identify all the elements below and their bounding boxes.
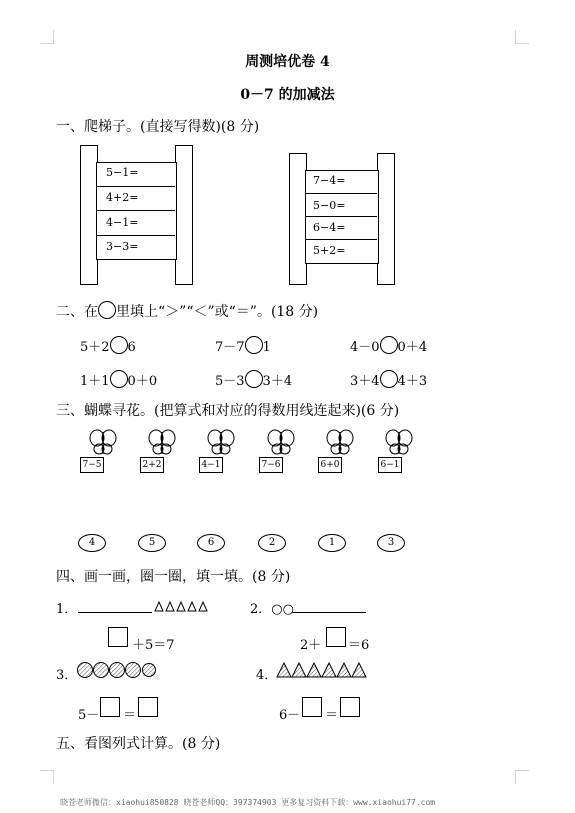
crop-mark-top-right bbox=[515, 30, 529, 44]
section1-heading: 一、爬梯子。(直接写得数)(8 分) bbox=[56, 119, 260, 135]
footer-watermark: 晓苍老师微信：xiaohui850828 晓苍老师QQ：397374903 更多复习资料下载：www.xiaohui77.com bbox=[60, 798, 436, 807]
q2-label: 2．○○ bbox=[250, 602, 294, 617]
butterfly-icon bbox=[325, 428, 355, 456]
ladder-left-rail-right bbox=[175, 145, 193, 285]
section5-heading: 五、看图列式计算。(8 分) bbox=[56, 736, 221, 752]
ladder-left-step: 5−1= bbox=[106, 166, 139, 179]
compare-blank[interactable] bbox=[380, 370, 398, 388]
page-title: 周测培优卷 4 bbox=[245, 54, 330, 70]
compare-item: 5＋2 6 bbox=[80, 336, 136, 355]
butterfly-card[interactable]: 4−1 bbox=[199, 457, 223, 473]
flower-answer[interactable]: 6 bbox=[197, 534, 225, 552]
hatched-triangles-icon bbox=[276, 662, 368, 678]
ladder-left-step: 4+2= bbox=[106, 191, 139, 204]
compare-item: 4－0 0＋4 bbox=[350, 336, 427, 355]
q1-answer-box[interactable] bbox=[108, 627, 128, 647]
section2-heading: 二、在 里填上“＞”“＜”或“＝”。(18 分) bbox=[56, 301, 318, 321]
flower-answer[interactable]: 2 bbox=[258, 534, 286, 552]
triangles-icon bbox=[154, 601, 210, 612]
q1-equation: ＋5＝7 bbox=[132, 638, 175, 653]
section3-heading: 三、蝴蝶寻花。(把算式和对应的得数用线连起来)(6 分) bbox=[56, 403, 400, 419]
q2-equation-left: 2＋ bbox=[300, 638, 322, 653]
flower-answer[interactable]: 1 bbox=[318, 534, 346, 552]
q1-number: 1． bbox=[56, 602, 78, 617]
flower-answer[interactable]: 3 bbox=[377, 534, 405, 552]
q2-answer-box[interactable] bbox=[326, 627, 346, 647]
compare-blank[interactable] bbox=[110, 336, 128, 354]
q4-answer-box[interactable] bbox=[302, 697, 322, 717]
section4-heading: 四、画一画，圈一圈，填一填。(8 分) bbox=[56, 569, 291, 585]
ladder-right-step: 7−4= bbox=[313, 174, 346, 187]
crop-mark-top-left bbox=[40, 30, 54, 44]
butterfly-card[interactable]: 6−1 bbox=[378, 457, 402, 473]
q2-equation-right: ＝6 bbox=[348, 638, 370, 653]
compare-blank[interactable] bbox=[110, 370, 128, 388]
flower-answer[interactable]: 5 bbox=[138, 534, 166, 552]
ladder-left-step: 3−3= bbox=[106, 240, 139, 253]
crop-mark-bottom-left bbox=[40, 770, 54, 784]
compare-blank[interactable] bbox=[380, 336, 398, 354]
ladder-right-step: 5+2= bbox=[313, 244, 346, 257]
butterfly-card[interactable]: 7−5 bbox=[80, 457, 104, 473]
compare-circle-icon bbox=[98, 301, 116, 319]
butterfly-card[interactable]: 7−6 bbox=[259, 457, 283, 473]
butterfly-card[interactable]: 2+2 bbox=[140, 457, 164, 473]
q3-number: 3． bbox=[56, 668, 78, 683]
compare-item: 1＋1 0＋0 bbox=[80, 370, 157, 389]
q4-equation-left: 6－ bbox=[279, 708, 301, 723]
q3-result-box[interactable] bbox=[138, 697, 158, 717]
crop-mark-bottom-right bbox=[515, 770, 529, 784]
ladder-left-step: 4−1= bbox=[106, 216, 139, 229]
compare-blank[interactable] bbox=[245, 370, 263, 388]
compare-item: 3＋4 4＋3 bbox=[350, 370, 427, 389]
q3-equals: ＝ bbox=[123, 708, 137, 723]
q4-equals: ＝ bbox=[325, 708, 339, 723]
ladder-right-rail-right bbox=[377, 153, 395, 285]
butterfly-icon bbox=[147, 428, 177, 456]
ladder-right-step: 6−4= bbox=[313, 221, 346, 234]
page-subtitle: 0－7 的加减法 bbox=[240, 87, 335, 103]
butterfly-icon bbox=[384, 428, 414, 456]
q3-answer-box[interactable] bbox=[100, 697, 120, 717]
q2-draw-line[interactable] bbox=[292, 612, 366, 613]
ladder-right-step: 5−0= bbox=[313, 199, 346, 212]
q1-draw-line[interactable] bbox=[78, 612, 152, 613]
compare-blank[interactable] bbox=[245, 336, 263, 354]
q3-equation-left: 5－ bbox=[78, 708, 100, 723]
butterfly-icon bbox=[88, 428, 118, 456]
butterfly-icon bbox=[266, 428, 296, 456]
hatched-circles-icon bbox=[76, 661, 156, 679]
q4-result-box[interactable] bbox=[340, 697, 360, 717]
butterfly-card[interactable]: 6+0 bbox=[318, 457, 342, 473]
compare-item: 7－7 1 bbox=[215, 336, 271, 355]
butterfly-icon bbox=[206, 428, 236, 456]
flower-answer[interactable]: 4 bbox=[78, 534, 106, 552]
q4-number: 4． bbox=[256, 668, 278, 683]
compare-item: 5－3 3＋4 bbox=[215, 370, 292, 389]
